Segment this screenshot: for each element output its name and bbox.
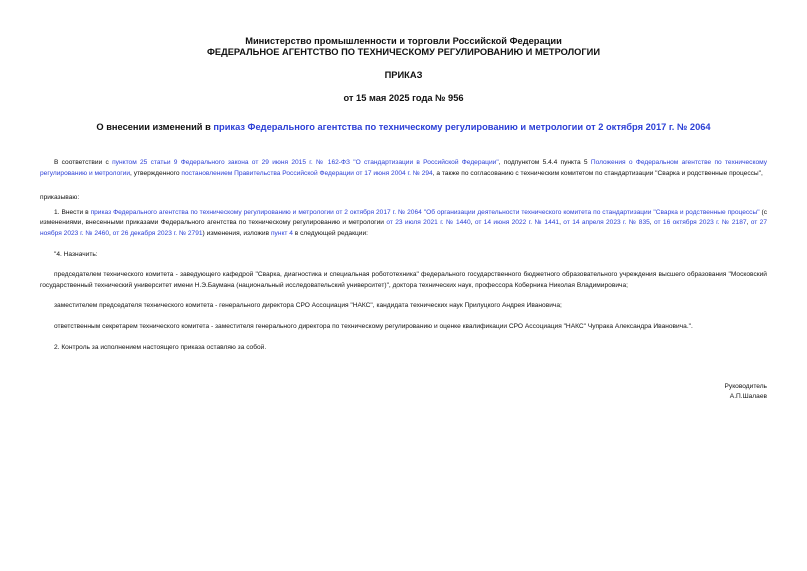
document-body xyxy=(40,133,767,353)
deputy-paragraph: заместителем председателя технического комитета - генерального директора СРО Ассоциация "НАКС", кандидата технических наук Прилуцкого Андрея Ивановича; xyxy=(54,302,562,310)
agency-name: ФЕДЕРАЛЬНОЕ АГЕНТСТВО ПО ТЕХНИЧЕСКОМУ РЕГУЛИРОВАНИЮ И МЕТРОЛОГИИ xyxy=(206,47,601,57)
separator: , xyxy=(746,219,751,227)
preamble-paragraph xyxy=(40,133,767,179)
chairman-paragraph: председателем технического комитета - заведующего кафедрой "Сварка, диагностика и специальная робототехника" федерального государственного бюджетного образовательного учреждения высшего образования "Московский государственный технический университет имени Н.Э.Баумана (национальный исследовательский университет)", доктора технических наук, профессора Коберника Николая Владимировича; xyxy=(40,271,767,289)
separator: , xyxy=(109,229,113,237)
document-date-number: от 15 мая 2025 года № 956 xyxy=(343,93,464,103)
separator: , xyxy=(559,219,564,227)
order-2064-link[interactable]: приказ Федерального агентства по техническому регулированию и метрологии от 2 октября 2017 г. № 2064 "Об организации деятельности технического комитета по стандартизации "Сварка и родственные процессы" xyxy=(90,208,760,216)
item-2-paragraph: 2. Контроль за исполнением настоящего приказа оставляю за собой. xyxy=(54,343,267,351)
order-word: приказываю: xyxy=(40,194,80,202)
title-order-link[interactable]: приказ Федерального агентства по техническому регулированию и метрологии от 2 октября 2017 г. № 2064 xyxy=(213,122,711,132)
preamble-text-1: В соответствии с xyxy=(54,159,113,166)
amendment-link-835[interactable]: от 14 апреля 2023 г. № 835 xyxy=(563,219,650,227)
document-type: ПРИКАЗ xyxy=(384,70,423,80)
government-decree-link[interactable]: постановлением Правительства Российской Федерации от 17 июня 2004 г. № 294 xyxy=(181,169,433,177)
document-title xyxy=(40,104,767,133)
signer-name: А.П.Шалаев xyxy=(729,393,767,400)
amendment-link-2460[interactable]: от 27 ноября 2023 г. № 2460 xyxy=(40,219,768,237)
separator: , xyxy=(470,219,475,227)
item-1-text-3: ) изменения, изложив xyxy=(202,229,271,237)
federal-law-link[interactable]: пунктом 25 статьи 9 Федерального закона от 29 июня 2015 г. № 162-ФЗ "О стандартизации в Российской Федерации" xyxy=(112,159,499,166)
secretary-paragraph: ответственным секретарем технического комитета - заместителя генерального директора по техническому регулированию и оценке квалификации СРО Ассоциация "НАКС" Чупрака Александра Ивановича.". xyxy=(54,322,693,330)
item-1-text-4: в следующей редакции: xyxy=(292,229,368,237)
item-1-paragraph xyxy=(40,204,767,240)
separator: , xyxy=(649,219,654,227)
regulation-link[interactable]: Положения о Федеральном агентстве по техническому регулированию и метрологии xyxy=(40,159,768,177)
point-4-link[interactable]: пункт 4 xyxy=(270,229,293,237)
preamble-text-4: , а также по согласованию с техническим комитетом по стандартизации "Сварка и родственные процессы", xyxy=(432,169,763,177)
amendment-link-1441[interactable]: от 14 июня 2022 г. № 1441 xyxy=(474,219,560,227)
document-header xyxy=(40,0,767,104)
preamble-text-3: , утвержденного xyxy=(130,169,182,177)
signature-block xyxy=(725,382,767,402)
amendment-link-1440[interactable]: от 23 июля 2021 г. № 1440 xyxy=(386,219,471,227)
ministry-name: Министерство промышленности и торговли Российской Федерации xyxy=(245,36,562,46)
signer-role: Руководитель xyxy=(724,383,767,390)
appoint-paragraph: "4. Назначить: xyxy=(54,250,98,258)
item-1-text-2: (с изменениями, внесенными приказами Федерального агентства по техническому регулированию и метрологии xyxy=(40,208,767,227)
amendment-link-2791[interactable]: от 26 декабря 2023 г. № 2791 xyxy=(112,229,203,237)
title-prefix: О внесении изменений в xyxy=(96,122,214,132)
item-1-text-1: 1. Внести в xyxy=(54,208,91,216)
preamble-text-2: , подпунктом 5.4.4 пункта 5 xyxy=(498,159,591,166)
amendment-link-2187[interactable]: от 16 октября 2023 г. № 2187 xyxy=(654,219,747,227)
